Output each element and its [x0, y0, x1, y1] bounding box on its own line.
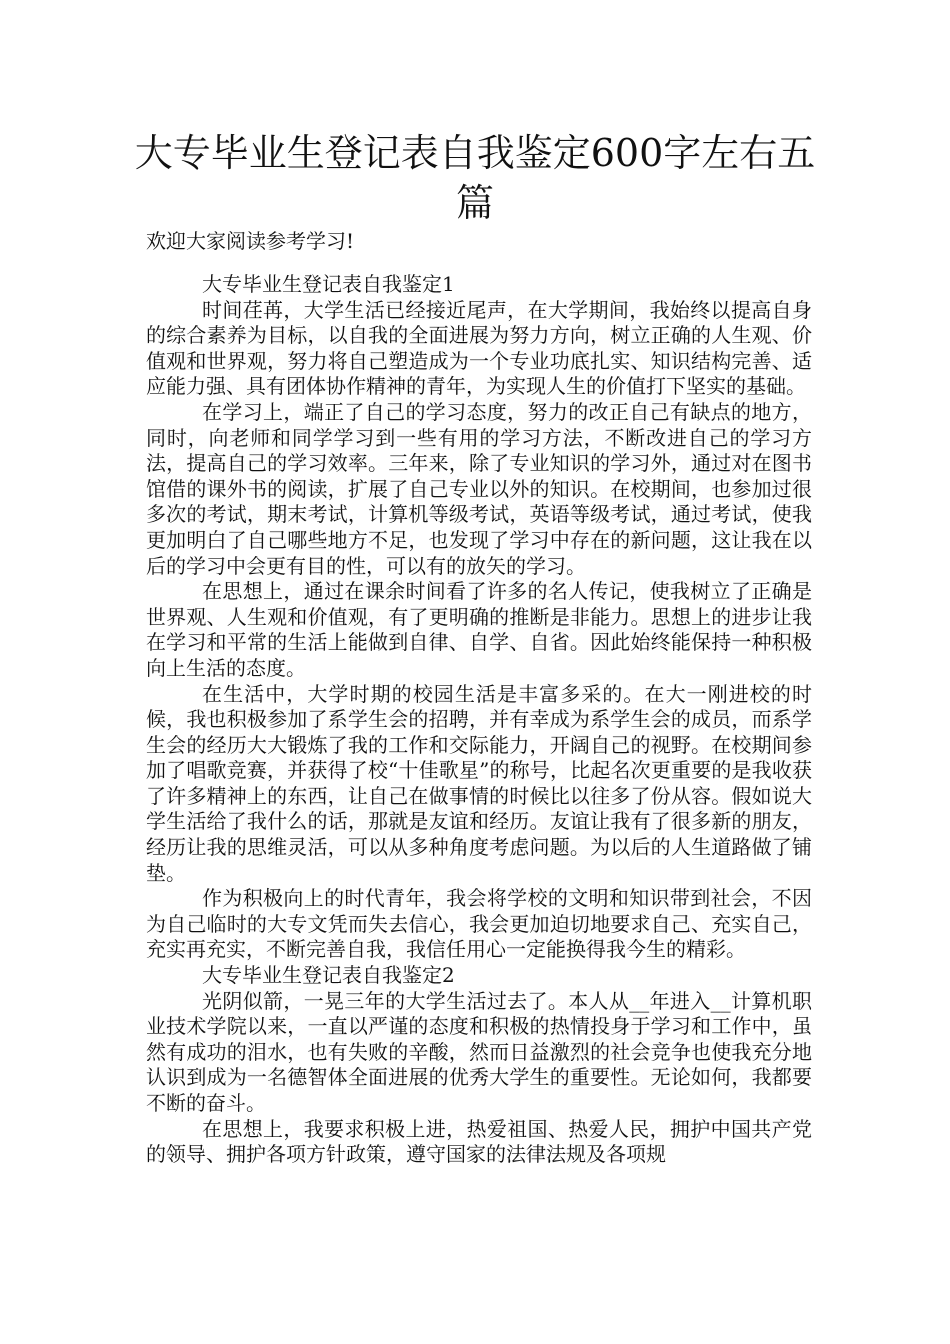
document-body	[146, 272, 812, 1168]
paragraph: 时间荏苒，大学生活已经接近尾声，在大学期间，我始终以提高自身的综合素养为目标，以自我的全面进展为努力方向，树立正确的人生观、价值观和世界观，努力将自己塑造成为一个专业功底扎实、知识结构完善、适应能力强、具有团体协作精神的青年，为实现人生的价值打下坚实的基础。	[146, 297, 812, 399]
section-heading: 大专毕业生登记表自我鉴定2	[202, 963, 455, 988]
paragraph: 光阴似箭，一晃三年的大学生活过去了。本人从__年进入__计算机职业技术学院以来，一直以严谨的态度和积极的热情投身于学习和工作中，虽然有成功的泪水，也有失败的辛酸，然而日益激烈的社会竞争也使我充分地认识到成为一名德智体全面进展的优秀大学生的重要性。无论如何，我都要不断的奋斗。	[146, 988, 812, 1115]
paragraph: 在思想上，通过在课余时间看了许多的名人传记，使我树立了正确是世界观、人生观和价值观，有了更明确的推断是非能力。思想上的进步让我在学习和平常的生活上能做到自律、自学、自省。因此始终能保持一种积极向上生活的态度。	[146, 579, 812, 680]
document-title: 大专毕业生登记表自我鉴定600字左右五篇	[134, 131, 816, 225]
paragraph: 在学习上，端正了自己的学习态度，努力的改正自己有缺点的地方，同时，向老师和同学学习到一些有用的学习方法，不断改进自己的学习方法，提高自己的学习效率。三年来，除了专业知识的学习外，通过对在图书馆借的课外书的阅读，扩展了自己专业以外的知识。在校期间，也参加过很多次的考试，期末考试，计算机等级考试，英语等级考试，通过考试，使我更加明白了自己哪些地方不足，也发现了学习中存在的新问题，这让我在以后的学习中会更有目的性，可以有的放矢的学习。	[146, 399, 812, 578]
intro-line: 欢迎大家阅读参考学习!	[146, 229, 355, 253]
paragraph: 在思想上，我要求积极上进，热爱祖国、热爱人民，拥护中国共产党的领导、拥护各项方针政策，遵守国家的法律法规及各项规	[146, 1116, 812, 1167]
paragraph: 作为积极向上的时代青年，我会将学校的文明和知识带到社会，不因为自己临时的大专文凭而失去信心，我会更加迫切地要求自己、充实自己，充实再充实，不断完善自我，我信任用心一定能换得我今生的精彩。	[146, 886, 812, 962]
paragraph: 在生活中，大学时期的校园生活是丰富多采的。在大一刚进校的时候，我也积极参加了系学生会的招聘，并有幸成为系学生会的成员，而系学生会的经历大大锻炼了我的工作和交际能力，开阔自己的视野。在校期间参加了唱歌竞赛，并获得了校“十佳歌星”的称号，比起名次更重要的是我收获了许多精神上的东西，让自己在做事情的时候比以往多了份从容。假如说大学生活给了我什么的话，那就是友谊和经历。友谊让我有了很多新的朋友，经历让我的思维灵活，可以从多种角度考虑问题。为以后的人生道路做了铺垫。	[146, 681, 812, 885]
section-heading: 大专毕业生登记表自我鉴定1	[202, 272, 455, 296]
